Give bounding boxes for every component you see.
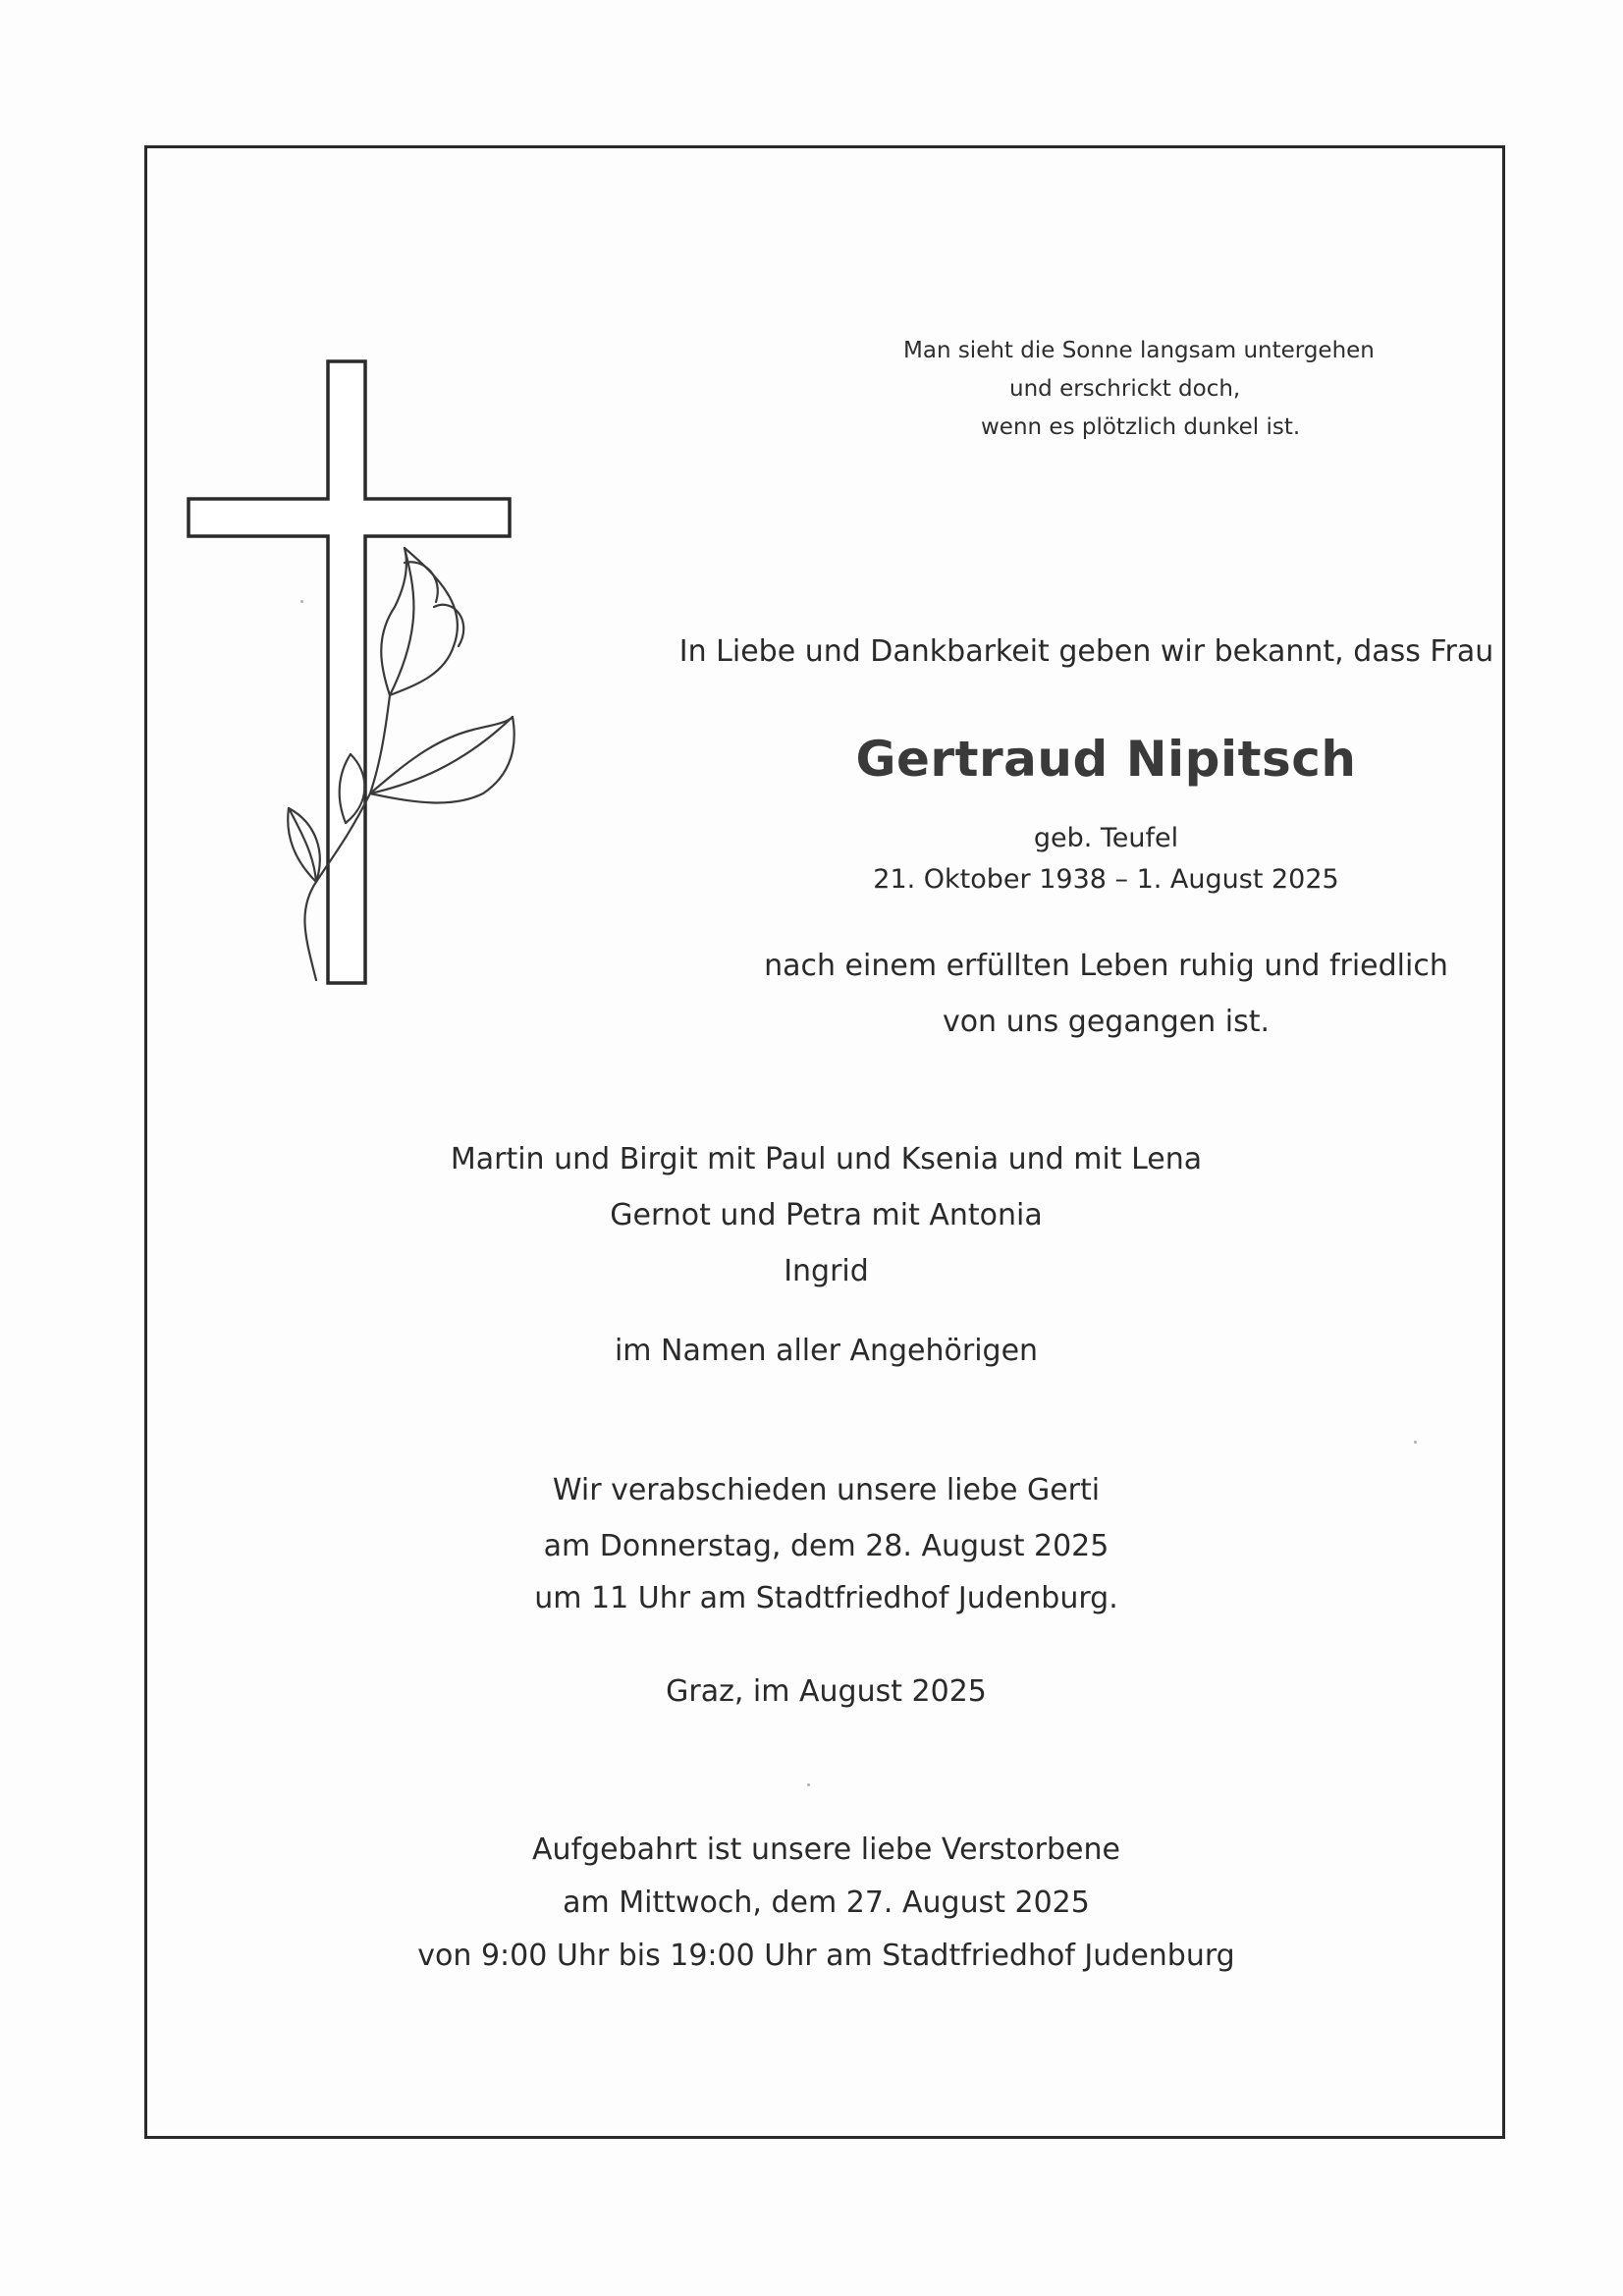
motto-line: wenn es plötzlich dunkel ist. [981, 414, 1301, 440]
deceased-name: Gertraud Nipitsch [855, 731, 1357, 788]
ceremony-line: am Donnerstag, dem 28. August 2025 [543, 1529, 1109, 1563]
scan-speck [300, 600, 303, 603]
scan-speck [807, 1783, 810, 1786]
family-line: Ingrid [784, 1254, 869, 1288]
ceremony-line: um 11 Uhr am Stadtfriedhof Judenburg. [534, 1581, 1118, 1615]
family-line: Gernot und Petra mit Antonia [610, 1198, 1043, 1232]
announcement-intro: In Liebe und Dankbarkeit geben wir bekannt, dass Frau [678, 634, 1494, 669]
maiden-name: geb. Teufel [1033, 823, 1179, 853]
motto [864, 332, 1453, 447]
scan-speck [1414, 1441, 1417, 1444]
lying-in-state-line: Aufgebahrt ist unsere liebe Verstorbene [532, 1832, 1120, 1867]
on-behalf-line: im Namen aller Angehörigen [614, 1334, 1039, 1368]
place-date: Graz, im August 2025 [666, 1674, 987, 1709]
motto-line: Man sieht die Sonne langsam untergehen [903, 338, 1375, 363]
passing-text: von uns gegangen ist. [942, 1005, 1271, 1039]
motto-line: und erschrickt doch, [1009, 376, 1241, 402]
ceremony-line: Wir verabschieden unsere liebe Gerti [552, 1473, 1101, 1507]
lying-in-state-line: von 9:00 Uhr bis 19:00 Uhr am Stadtfriedhof Judenburg [417, 1939, 1235, 1973]
passing-text: nach einem erfüllten Leben ruhig und friedlich [764, 949, 1448, 983]
family-line: Martin und Birgit mit Paul und Ksenia und mit Lena [450, 1142, 1203, 1176]
lying-in-state-line: am Mittwoch, dem 27. August 2025 [563, 1886, 1090, 1920]
life-dates: 21. Oktober 1938 – 1. August 2025 [873, 864, 1339, 895]
